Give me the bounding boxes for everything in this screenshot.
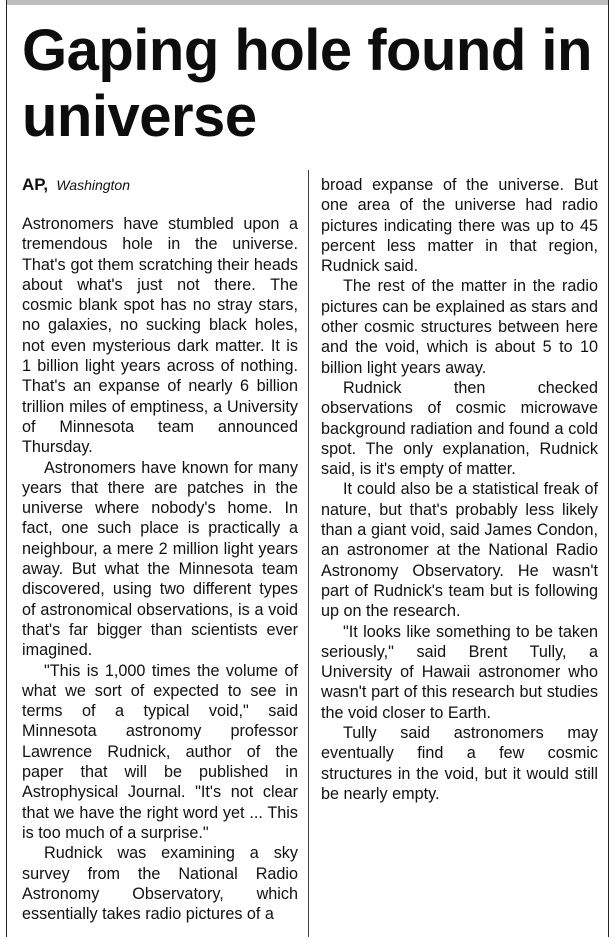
byline-agency: AP, [22,175,49,194]
paragraph: The rest of the matter in the radio pictures can be explained as stars and other cosmic structures between here and the void, which is about 5 to 10 billion light years away. [321,277,598,377]
paragraph: "This is 1,000 times the volume of what we sort of expected to see in terms of a typical void," said Minnesota astronomy professor Lawrence Rudnick, author of the paper that will be published in Astrophysical Journal. "It's not clear that we have the right word yet ... This is too much of a surprise." [22,661,298,842]
paragraph: Astronomers have known for many years that there are patches in the universe where nobody's home. In fact, one such place is practically a neighbour, a mere 2 million light years away. But what the Minnesota team discovered, using two different types of astronomical observations, is a void that's far bigger than scientists ever imagined. [22,458,298,660]
paragraph: broad expanse of the universe. But one area of the universe had radio pictures indicating there was up to 45 percent less matter in that region, Rudnick said. [321,176,598,276]
column-divider [308,170,309,937]
paragraph: "It looks like something to be taken seriously," said Brent Tully, a University of Hawaii astronomer who wasn't part of this research but studies the void closer to Earth. [321,622,598,722]
article-column-left [22,214,298,924]
byline [22,175,130,196]
paragraph: It could also be a statistical freak of nature, but that's probably less likely than a giant void, said James Condon, an astronomer at the National Radio Astronomy Observatory. He wasn't part of Rudnick's team but is following up on the research. [321,480,598,621]
article-column-right [321,175,598,804]
paragraph: Astronomers have stumbled upon a tremendous hole in the universe. That's got them scratching their heads about what's just not there. The cosmic blank spot has no stray stars, no galaxies, no sucking black holes, not even mysterious dark matter. It is 1 billion light years across of nothing. That's an expanse of nearly 6 billion trillion miles of emptiness, a University of Minnesota team announced Thursday. [22,215,298,457]
paragraph: Tully said astronomers may eventually find a few cosmic structures in the void, but it would still be nearly empty. [321,724,598,803]
paragraph: Rudnick then checked observations of cosmic microwave background radiation and found a cold spot. The only explanation, Rudnick said, is it's empty of matter. [321,378,598,479]
paragraph: Rudnick was examining a sky survey from the National Radio Astronomy Observatory, which essentially takes radio pictures of a [22,844,298,924]
headline: Gaping hole found in universe [22,18,592,149]
byline-location: Washington [56,177,131,193]
